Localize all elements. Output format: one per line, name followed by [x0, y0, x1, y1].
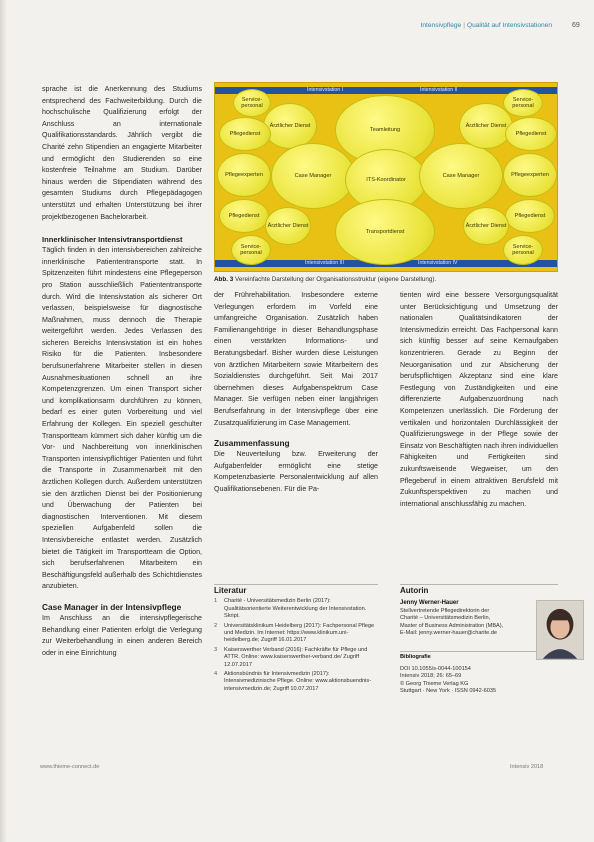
node-pflegedienst-1: Pflegedienst: [219, 117, 271, 151]
caption-label: Abb. 3: [214, 276, 234, 283]
author-heading: Autorin: [400, 584, 558, 594]
intro-paragraph: sprache ist die Anerkennung des Studiums entsprechend des Fachweiterbildung. Durch die hochschulische Qualifizierung erfolgt der Anschluss an internationale Qualifikationsstandards. Jährlich vergibt die Charité zehn Stipendien an engagierte Mitarbeiter und ermöglicht den Studierenden so eine kostenfreie Teilnahme am Studium. Darüber hinaus werden die Stipendiaten während des gesamten Studiums durch Pflegepädagogen unterstützt und erhalten Unterstützung bei ihrer projektbezogenen Bachelorarbeit.: [42, 85, 202, 221]
references-list: [214, 598, 378, 693]
page-number: 69: [572, 22, 580, 29]
author-name: Jenny Werner-Hauer: [400, 600, 459, 607]
heading-case-manager: Case Manager in der Intensivpflege: [42, 601, 182, 612]
reference-item: 2 Universitätsklinikum Heidelberg (2017): Fachpersonal Pflege und Medizin. Im Internet: https://www.klinikum.uni-heidelberg.de; Zugriff 16.01.2017: [214, 622, 375, 644]
node-arzt-4: Ärztlicher Dienst: [463, 207, 509, 245]
middle-column: [214, 290, 378, 496]
organization-figure: [214, 82, 558, 272]
bibliography-block: [400, 651, 558, 695]
bibliography-heading: Bibliografie: [400, 651, 558, 661]
node-pflegedienst-2: Pflegedienst: [505, 117, 557, 151]
biblio-line: © Georg Thieme Verlag KG: [400, 680, 469, 687]
author-line: Stellvertretende Pflegedirektorin der: [400, 607, 490, 614]
node-pflegeexperten-2: Pflegeexperten: [503, 153, 557, 197]
author-line: Master of Business Administration (MBA),: [400, 622, 504, 629]
header-section: Intensivpflege: [420, 22, 462, 29]
node-pflegeexperten-1: Pflegeexperten: [217, 153, 271, 197]
biblio-line: Stuttgart · New York · ISSN 0942-6035: [400, 688, 497, 695]
node-pflegedienst-3: Pflegedienst: [219, 199, 269, 233]
node-transportdienst: Transportdienst: [335, 199, 435, 265]
page-edge-shadow: [0, 0, 7, 842]
footer-left: www.thieme-connect.de: [40, 764, 100, 770]
node-service-2: Service-personal: [503, 89, 543, 117]
figure-caption: [214, 276, 558, 283]
right-paragraph-1: tienten wird eine bessere Versorgungsqualität unter Berücksichtigung und Umsetzung der nationalen Qualitätsindikatoren der Intensivmedizin erreicht. Das Fachpersonal kann sich künftig besser auf seine Kernaufgaben konzentrieren. Gerade zu Beginn der Neuorganisation und zur Absicherung der berufspflichtigen Akzeptanz sind eine klare Festlegung von Zuständigkeiten und eine differenzierte Aufgabenzuordnung nach Kompetenzen unerlässlich. Die Förderung der vertikalen und horizontalen Durchlässigkeit der Qualifizierungswege in der Pflege sowie der Einsatz von Beschäftigten nach ihren individuellen Fähigkeiten und Fertigkeiten sind zukunftsweisende Wegweiser, um den Pflegeberuf in einem attraktiven Berufsfeld mit Zukunftsperspektiven zu machen und international anschlussfähig zu machen.: [400, 291, 558, 508]
middle-paragraph-2: Die Neuverteilung bzw. Erweiterung der Aufgabenfelder ermöglicht eine stetige Kompetenzbasierte Personalentwicklung auf allen Qualifikationsebenen. Für die Pa-: [214, 450, 378, 493]
reference-item: 3 Kaiserswerther Verband (2016): Fachkräfte für Pflege und ATTR. Online: www.kaiserswerther-verband.de/ Zugriff 12.07.2017: [214, 646, 368, 668]
biblio-line: Intensiv 2018; 26: 65–69: [400, 673, 462, 680]
references-block: [214, 584, 378, 695]
node-service-1: Service-personal: [233, 89, 271, 117]
node-pflegedienst-4: Pflegedienst: [505, 199, 555, 233]
band-label-bottom-left: Intensivstation III: [305, 260, 344, 266]
right-column: [400, 290, 558, 510]
author-portrait: [536, 600, 584, 660]
paragraph-transportdienst: Täglich finden in den intensivbereichen zahlreiche innerklinische Patiententransporte statt. In Spitzenzeiten führt mindestens eine Pflegeperson pro Station ausschließlich Patiententransporte durch. Wird die Intensivstation als sicherer Ort verlassen, beispielsweise für diagnostische Maßnahmen, muss dennoch die Therapie weitergeführt werden. Jedes Verlassen des sicheren Bereichs Intensivstation ist ein hohes Risiko für die Patienten. Insbesondere berufsunerfahrene Mitarbeiter stellen in diesen Ausnahmesituationen schnell an ihre Kompetenzgrenzen. Um einen Transport sicher und komplikationsarm durchführen zu können, bedarf es einer guten Vorbereitung und viel Erfahrung der Kollegen. Ein speziell geschulter Transportteam kümmert sich daher künftig um die Vor- und Nachbereitung von innerklinischen Transporten intensivpflichtiger Patienten und führt die Transporte in Zusammenarbeit mit den ärztlichen Kollegen durch. Außerdem unterstützen sie den ärztlichen Dienst bei der Positionierung und Überwachung der Patienten bei diagnostischen Interventionen. Mit diesem speziellen Aufgabenfeld sollen die Intensivbereiche entlastet werden. Zusätzlich bietet die Tätigkeit im Transportteam die Option, sich berufserfahrenen Mitarbeitern ein Beschäftigungsfeld außerhalb des Schichtdienstes anzubieten.: [42, 246, 202, 591]
middle-paragraph-1: der Frührehabilitation. Insbesondere externe Verlegungen erfordern im Vorfeld eine umfangreiche Organisation. Zusätzlich haben Familienangehörige in dieser Behandlungsphase einen verstärkten Informations- und Beratungsbedarf. Bisher wurden diese Leistungen von ärztlichen Mitarbeitern sowie Mitarbeitern des Sozialdienstes durchgeführt. Seit Mai 2017 übernehmen dieses Aufgabenspektrum Case Manager. Sie verfügen neben einer langjährigen Berufserfahrung in der Intensivpflege über eine Zusatzqualifizierung im Case Management.: [214, 291, 378, 427]
node-its-koordinator: ITS-Koordinator: [345, 149, 427, 211]
heading-transportdienst: Innerklinischer Intensivtransportdienst: [42, 235, 183, 245]
reference-item: 4 Aktionsbündnis für Intensivmedizin (2017): Intensivmedizinische Pflege. Online: www.aktionsbuendnis-intensivmedizin.de; Zugriff 10.07.2017: [214, 671, 372, 692]
node-teamleitung: Teamleitung: [335, 95, 435, 165]
band-label-top-right: Intensivstation II: [420, 87, 458, 93]
heading-zusammenfassung: Zusammenfassung: [214, 438, 290, 449]
footer-right: Intensiv 2018: [510, 764, 544, 770]
reference-item: 1 Charité - Universitätsmedizin Berlin (2017): Qualitätsorientierte Weiterentwicklung der Intensivstation. Skript.: [214, 598, 367, 620]
author-block: [400, 584, 558, 695]
paragraph-case-manager: Im Anschluss an die intensivpflegerische Behandlung einer Patienten erfolgt die Verlegung zur Weiterbehandlung in einen anderen Bereich oder in eine Einrichtung: [42, 613, 202, 657]
running-header: [380, 22, 552, 29]
author-email: E-Mail: jenny.werner-hauer@charite.de: [400, 630, 497, 637]
node-service-4: Service-personal: [503, 235, 543, 265]
caption-text: Vereinfachte Darstellung der Organisationsstruktur (eigene Darstellung).: [235, 276, 437, 283]
band-label-top-left: Intensivstation I: [307, 87, 344, 93]
portrait-image: [537, 601, 583, 659]
author-line: Charité – Universitätsmedizin Berlin,: [400, 615, 491, 622]
references-heading: Literatur: [214, 584, 378, 594]
header-topic: Qualität auf Intensivstationen: [466, 22, 552, 29]
band-label-bottom-right: Intensivstation IV: [418, 260, 458, 266]
left-column: [42, 84, 202, 659]
node-casemanager-1: Case Manager: [271, 143, 355, 209]
node-casemanager-2: Case Manager: [419, 143, 503, 209]
node-arzt-3: Ärztlicher Dienst: [265, 207, 311, 245]
header-separator: |: [463, 22, 465, 29]
node-arzt-2: Ärztlicher Dienst: [459, 103, 513, 149]
node-arzt-1: Ärztlicher Dienst: [263, 103, 317, 149]
node-service-3: Service-personal: [231, 235, 271, 265]
biblio-line: DOI 10.1055/s-0044-100154: [400, 665, 471, 672]
